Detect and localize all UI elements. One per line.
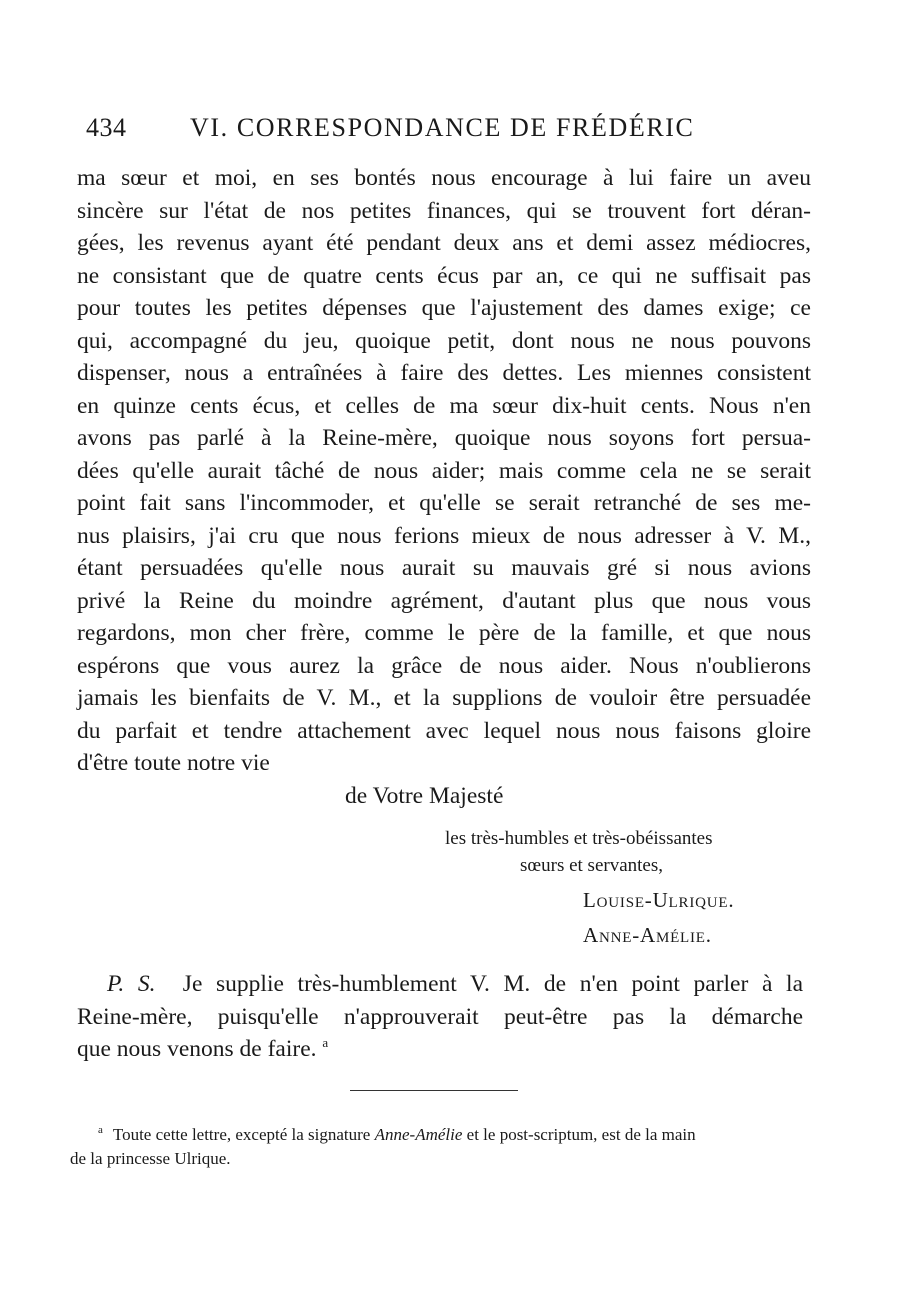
page-header [86, 113, 826, 153]
body-line: espérons que vous aurez la grâce de nous aider. Nous n'oublierons [77, 652, 811, 679]
body-line: regardons, mon cher frère, comme le père de la famille, et que nous [77, 620, 811, 646]
signature-louise-ulrique: Louise-Ulrique. [583, 888, 735, 912]
body-line: privé la Reine du moindre agrément, d'autant plus que nous vous [77, 587, 811, 614]
footnote-line [70, 1123, 801, 1147]
body-line: pour toutes les petites dépenses que l'ajustement des dames exige; ce [77, 295, 811, 321]
footnote-line: de la princesse Ulrique. [70, 1149, 231, 1168]
footnote-reference[interactable]: a [322, 1035, 329, 1051]
subscription-line: les très-humbles et très-obéissantes [445, 828, 713, 849]
body-line: d'être toute notre vie [77, 750, 270, 776]
postscript-line [77, 968, 803, 1001]
postscript-line [77, 1033, 803, 1066]
body-line: qui, accompagné du jeu, quoique petit, dont nous ne nous pouvons [77, 327, 811, 354]
footnote [70, 1123, 801, 1171]
footnote-text: Toute cette lettre, excepté la signature [112, 1125, 375, 1144]
footnote-divider [350, 1090, 518, 1091]
postscript-text: que nous venons de faire. [77, 1036, 317, 1062]
body-line: en quinze cents écus, et celles de ma sœur dix-huit cents. Nous n'en [77, 392, 811, 419]
body-line: du parfait et tendre attachement avec lequel nous nous faisons gloire [77, 717, 811, 744]
body-line: gées, les revenus ayant été pendant deux ans et demi assez médiocres, [77, 230, 811, 256]
running-title: VI. CORRESPONDANCE DE FRÉDÉRIC [190, 113, 695, 142]
body-line: point fait sans l'incommoder, et qu'elle se serait retranché de ses me- [77, 490, 811, 516]
body-line: nus plaisirs, j'ai cru que nous ferions mieux de nous adresser à V. M., [77, 522, 811, 549]
page-number: 434 [86, 113, 127, 142]
body-line: dispenser, nous a entraînées à faire des dettes. Les miennes consistent [77, 360, 811, 386]
footnote-text: et le post-scriptum, est de la main [462, 1125, 696, 1144]
body-line: étant persuadées qu'elle nous aurait su mauvais gré si nous avions [77, 555, 811, 581]
body-line: jamais les bienfaits de V. M., et la supplions de vouloir être persuadée [77, 685, 811, 711]
postscript-label: P. S. [107, 971, 156, 997]
body-line: ma sœur et moi, en ses bontés nous encourage à lui faire un aveu [77, 165, 811, 191]
closing-salutation: de Votre Majesté [345, 783, 504, 809]
postscript-line: Reine-mère, puisqu'elle n'approuverait peut-être pas la démarche [77, 1003, 803, 1030]
body-line: dées qu'elle aurait tâché de nous aider; mais comme cela ne se serait [77, 457, 811, 484]
postscript [77, 968, 803, 1066]
postscript-text: Je supplie très-humblement V. M. de n'en point parler à la [182, 971, 804, 997]
subscription-line: sœurs et servantes, [520, 855, 663, 876]
body-line: avons pas parlé à la Reine-mère, quoique nous soyons fort persua- [77, 425, 811, 451]
letter-body [77, 162, 811, 780]
signature-anne-amelie: Anne-Amélie. [583, 923, 712, 947]
footnote-marker: a [98, 1124, 103, 1137]
footnote-italic-name: Anne-Amélie [374, 1125, 463, 1144]
body-line: sincère sur l'état de nos petites finances, qui se trouvent fort déran- [77, 197, 811, 224]
body-line: ne consistant que de quatre cents écus par an, ce qui ne suffisait pas [77, 262, 811, 289]
